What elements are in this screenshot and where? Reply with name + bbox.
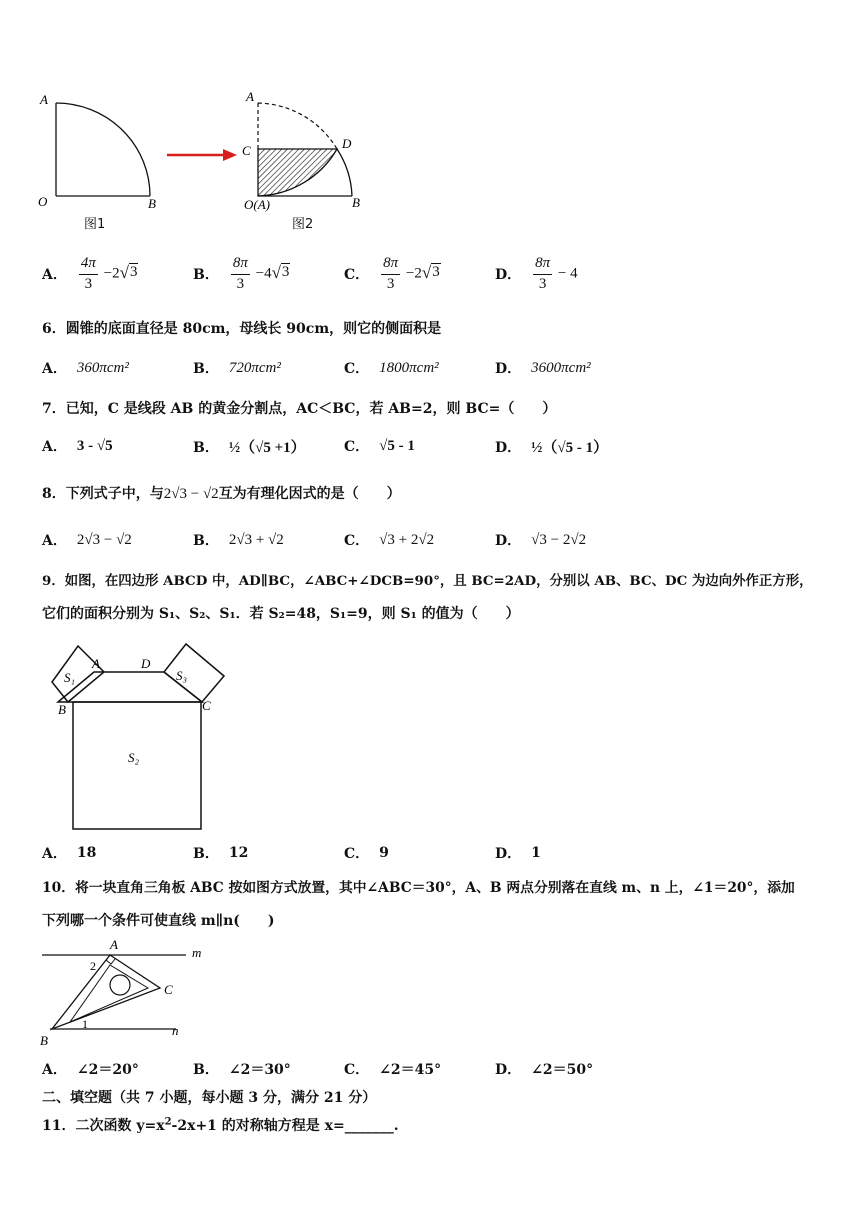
q7-option-c[interactable]: C． √5 - 1	[344, 437, 415, 455]
q10-figure	[36, 938, 216, 1050]
label-O: O	[38, 194, 48, 209]
label-C: C	[202, 698, 211, 713]
label-n: n	[172, 1023, 179, 1038]
q10-option-b[interactable]: B． ∠2＝30°	[193, 1062, 291, 1078]
q10-option-a[interactable]: A． ∠2＝20°	[42, 1062, 139, 1078]
label-C: C	[164, 982, 173, 997]
q9-option-c[interactable]: C． 9	[344, 845, 389, 862]
figure-1-caption: 图1	[84, 217, 106, 232]
q7-option-a[interactable]: A． 3 - √5	[42, 437, 113, 455]
label-A: A	[92, 656, 100, 671]
label-B: B	[58, 702, 66, 717]
figure-2-caption: 图2	[292, 217, 314, 232]
label-B: B	[40, 1033, 48, 1048]
q11-text: 11．二次函数 $y=x^2-2x+1$ 的对称轴方程是 x=_______.	[42, 1116, 399, 1134]
q7-option-b[interactable]: B． ½（√5 +1）	[193, 439, 306, 456]
label-S1: S₁	[64, 670, 76, 685]
q7-text: 7．已知，C 是线段 AB 的黄金分割点，AC＜BC，若 AB=2，则 BC=（ ）	[42, 401, 557, 417]
label-A: A	[110, 938, 118, 952]
section-title: 二、填空题（共 7 小题，每小题 3 分，满分 21 分）	[42, 1090, 377, 1106]
figure-2	[238, 85, 378, 220]
q10-option-d[interactable]: D． ∠2＝50°	[495, 1062, 594, 1078]
q5-option-c[interactable]: C． $\frac{8\pi}{3}$ −2 √ 3	[344, 255, 440, 292]
q10-line2: 下列哪一个条件可使直线 m∥n( )	[42, 913, 275, 929]
label-angle-1: 1	[82, 1017, 88, 1031]
label-A: A	[246, 89, 254, 104]
q9-line2: 它们的面积分别为 S₁、S₂、S₁．若 S₂=48，S₁=9，则 S₁ 的值为（ ）	[42, 606, 520, 622]
q8-option-a[interactable]: A． 2√3 − √2	[42, 531, 132, 549]
q5-option-b[interactable]: B． $\frac{8\pi}{3}$ −4 √ 3	[193, 255, 290, 292]
q8-option-d[interactable]: D． √3 − 2√2	[495, 531, 587, 549]
q9-option-b[interactable]: B． 12	[193, 845, 249, 862]
q9-figure	[36, 638, 236, 838]
q6-text: 6．圆锥的底面直径是 80cm，母线长 90cm，则它的侧面积是	[42, 321, 442, 337]
label-A: A	[40, 92, 48, 107]
q10-option-c[interactable]: C． ∠2＝45°	[344, 1062, 442, 1078]
q10-line1: 10．将一块直角三角板 ABC 按如图方式放置，其中∠ABC＝30°，A、B 两点分别落在直线 m、n 上，∠1＝20°，添加	[42, 880, 795, 896]
q6-option-b[interactable]: B． 720πcm²	[193, 359, 281, 377]
label-B: B	[148, 196, 156, 211]
label-B: B	[352, 195, 360, 210]
q8-option-b[interactable]: B． 2√3 + √2	[193, 531, 284, 549]
q7-option-d[interactable]: D． ½（√5 - 1）	[495, 439, 609, 456]
label-m: m	[192, 945, 202, 960]
q9-option-d[interactable]: D． 1	[495, 845, 541, 862]
q9-line1: 9．如图，在四边形 ABCD 中，AD∥BC，∠ABC+∠DCB=90°，且 BC=2AD，分别以 AB、BC、DC 为边向外作正方形，	[42, 573, 813, 589]
label-angle-2: 2	[90, 959, 96, 973]
q8-text: 8．下列式子中，与2√3 − √2互为有理化因式的是（ ）	[42, 486, 401, 502]
q6-option-d[interactable]: D． 3600πcm²	[495, 359, 591, 377]
q8-option-c[interactable]: C． √3 + 2√2	[344, 531, 435, 549]
figure-1	[36, 88, 166, 233]
q5-option-a[interactable]: A． $\frac{4\pi}{3}$ −2 √ 3	[42, 255, 138, 292]
q6-option-a[interactable]: A． 360πcm²	[42, 359, 129, 377]
q11-answer-blank[interactable]: _______	[344, 1118, 394, 1134]
q9-option-a[interactable]: A． 18	[42, 845, 97, 862]
label-C: C	[242, 143, 251, 158]
label-S2: S₂	[128, 750, 140, 765]
q5-option-d[interactable]: D． $\frac{8\pi}{3}$ − 4	[495, 255, 578, 292]
label-O-A: O(A)	[244, 197, 270, 212]
label-D: D	[141, 656, 151, 671]
label-S3: S₃	[176, 668, 188, 683]
q6-option-c[interactable]: C． 1800πcm²	[344, 359, 439, 377]
label-D: D	[342, 136, 352, 151]
red-arrow	[165, 145, 240, 169]
quarter-circle-figure	[36, 88, 166, 233]
